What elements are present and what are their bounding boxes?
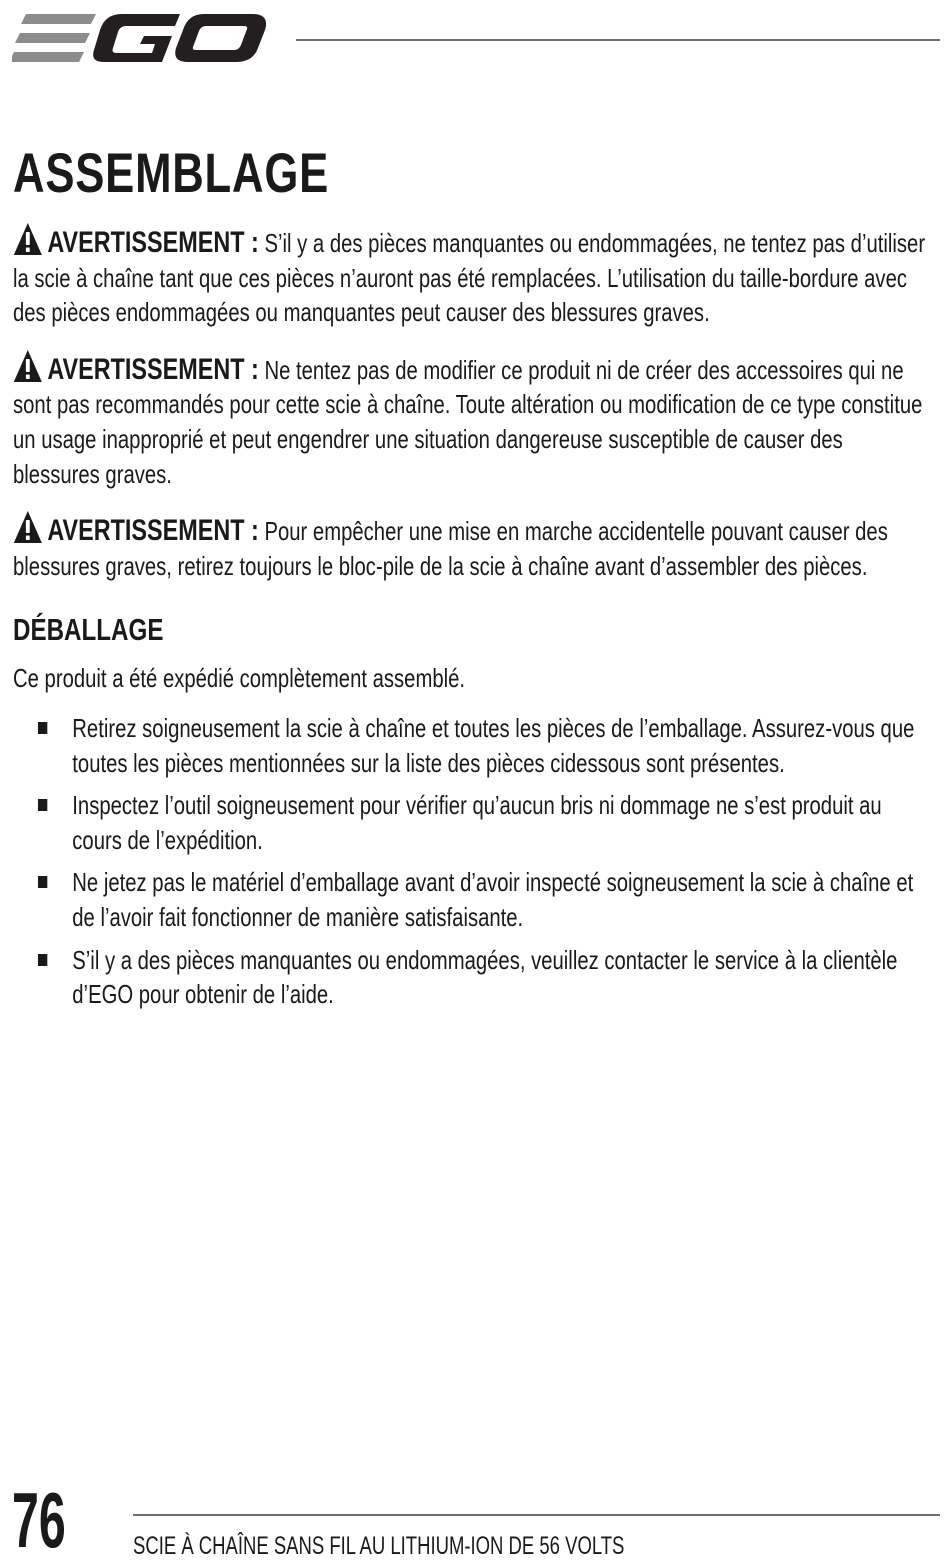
list-item-text: S’il y a des pièces manquantes ou endommagées, veuillez contacter le service à la clientèle d’EGO pour obtenir de l’aide. [72,944,898,1010]
warning-triangle-icon [13,510,43,544]
section-title: DÉBALLAGE [13,612,164,648]
list-item [13,943,933,1012]
footer-rule [133,1514,940,1516]
warning-label: AVERTISSEMENT : [47,352,259,386]
list-item [13,865,933,934]
list-item [13,711,933,780]
warning-text: Pour empêcher une mise en marche accidentelle pouvant causer des blessures graves, retirez toujours le bloc-pile de la scie à chaîne avant d’assembler des pièces. [13,516,888,581]
warning-label: AVERTISSEMENT : [47,514,259,548]
warning-text: S’il y a des pièces manquantes ou endommagées, ne tentez pas d’utiliser la scie à chaîne tant que ces pièces n’auront pas été remplacées. L’utilisation du taille-bordure avec des pièces endommagées ou manquantes peut causer des blessures graves. [13,228,926,328]
section-intro: Ce produit a été expédié complètement assemblé. [13,663,466,694]
warning-text: Ne tentez pas de modifier ce produit ni de créer des accessoires qui ne sont pas recommandés pour cette scie à chaîne. Toute altération ou modification de ce type constitue un usage inapproprié et peut engendrer une situation dangereuse susceptible de causer des blessures graves. [13,354,923,489]
page-number: 76 [12,1476,66,1564]
ego-logo [12,10,272,70]
square-bullet-icon [38,876,47,888]
list-item-text: Inspectez l’outil soigneusement pour vérifier qu’aucun bris ni dommage ne s’est produit au cours de l’expédition. [72,790,882,855]
square-bullet-icon [38,722,47,734]
list-item-text: Retirez soigneusement la scie à chaîne et toutes les pièces de l’emballage. Assurez-vous que toutes les pièces mentionnées sur la liste des pièces cidessous sont présentes. [72,712,915,778]
warning-3 [13,510,933,583]
warning-1 [13,222,933,330]
square-bullet-icon [38,954,47,966]
warning-triangle-icon [13,349,43,383]
list-item [13,788,933,857]
content [13,222,933,1020]
square-bullet-icon [38,799,47,811]
page-title: ASSEMBLAGE [13,141,330,204]
list-item-text: Ne jetez pas le matériel d’emballage avant d’avoir inspecté soigneusement la scie à chaîne et de l’avoir fait fonctionner de manière satisfaisante. [72,867,914,932]
header-rule [296,39,940,41]
footer-product-title: SCIE À CHAÎNE SANS FIL AU LITHIUM-ION DE 56 VOLTS [133,1532,625,1560]
warning-triangle-icon [13,222,43,256]
warning-label: AVERTISSEMENT : [47,226,259,259]
unpacking-list [13,711,933,1012]
warning-2 [13,349,933,491]
